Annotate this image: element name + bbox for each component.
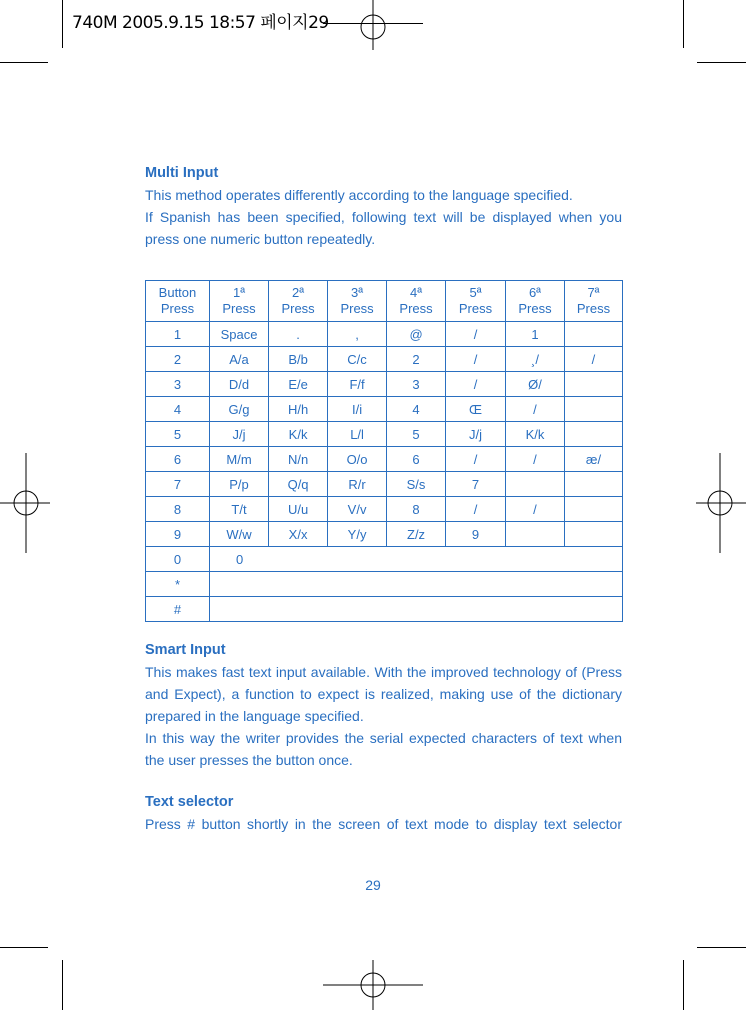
table-row (146, 572, 623, 597)
table-cell: I/i (328, 397, 387, 422)
table-cell (209, 572, 622, 597)
crop-mark (0, 62, 48, 63)
table-cell: Q/q (269, 472, 328, 497)
table-cell: 7 (446, 472, 506, 497)
table-cell: L/l (328, 422, 387, 447)
header-cell (328, 281, 387, 322)
table-cell (564, 422, 622, 447)
registration-mark-icon (323, 960, 423, 1010)
header-line: Press (160, 301, 195, 316)
table-cell: 4 (387, 397, 446, 422)
table-cell: @ (387, 322, 446, 347)
header-cell (209, 281, 268, 322)
header-line: Press (458, 301, 493, 316)
header-cell (564, 281, 622, 322)
table-cell: 9 (146, 522, 210, 547)
table-cell: Œ (446, 397, 506, 422)
table-cell: J/j (446, 422, 506, 447)
header-line: Press (281, 301, 315, 316)
table-cell: 4 (146, 397, 210, 422)
table-row (146, 422, 623, 447)
table-cell (564, 397, 622, 422)
table-cell: M/m (209, 447, 268, 472)
table-cell: 3 (387, 372, 446, 397)
table-cell: D/d (209, 372, 268, 397)
text-selector-section (145, 794, 622, 835)
header-line: 7ª (587, 285, 600, 300)
table-cell: . (269, 322, 328, 347)
table-cell: H/h (269, 397, 328, 422)
table-cell: G/g (209, 397, 268, 422)
table-cell: N/n (269, 447, 328, 472)
table-cell (505, 522, 564, 547)
header-line: 3ª (351, 285, 364, 300)
table-cell: , (328, 322, 387, 347)
table-row (146, 372, 623, 397)
table-cell (564, 372, 622, 397)
table-cell: S/s (387, 472, 446, 497)
header-cell (387, 281, 446, 322)
paragraph: If Spanish has been specified, following text will be displayed when you press one numeric button repeatedly. (145, 209, 622, 247)
table-row (146, 347, 623, 372)
registration-mark-icon (696, 453, 746, 553)
crop-mark (0, 947, 48, 948)
crop-mark (697, 62, 746, 63)
table-cell: K/k (505, 422, 564, 447)
header-line: 2ª (292, 285, 305, 300)
paragraph: In this way the writer provides the serial expected characters of text when the user presses the button once. (145, 730, 622, 768)
table-cell: 6 (387, 447, 446, 472)
table-cell: / (505, 397, 564, 422)
table-cell (209, 597, 622, 622)
section-title: Multi Input (145, 165, 219, 181)
multi-input-table (145, 280, 623, 622)
crop-mark (62, 0, 63, 48)
table-cell: P/p (209, 472, 268, 497)
registration-mark-icon (0, 453, 50, 553)
table-cell: 5 (387, 422, 446, 447)
table-row (146, 397, 623, 422)
table-cell: 9 (446, 522, 506, 547)
table-cell: Z/z (387, 522, 446, 547)
table-header-row (146, 281, 623, 322)
table-cell: ¸/ (505, 347, 564, 372)
table-cell: B/b (269, 347, 328, 372)
header-line: Press (518, 301, 552, 316)
table-cell (564, 522, 622, 547)
header-line: 4ª (410, 285, 423, 300)
header-cell (505, 281, 564, 322)
table-row (146, 522, 623, 547)
section-title: Text selector (145, 794, 234, 810)
table-cell: 2 (146, 347, 210, 372)
table-cell: / (564, 347, 622, 372)
table-row (146, 472, 623, 497)
smart-input-section (145, 642, 622, 771)
header-line: 5ª (469, 285, 482, 300)
table-row (146, 447, 623, 472)
table-cell: Ø/ (505, 372, 564, 397)
table-cell: / (446, 372, 506, 397)
table-cell: 6 (146, 447, 210, 472)
table-row (146, 547, 623, 572)
table-cell: 3 (146, 372, 210, 397)
print-slug: 740M 2005.9.15 18:57 페이지29 (72, 13, 329, 33)
header-line: Button (158, 285, 197, 300)
table-cell (505, 472, 564, 497)
table-cell: X/x (269, 522, 328, 547)
table-cell: V/v (328, 497, 387, 522)
crop-mark (62, 960, 63, 1010)
table-cell: K/k (269, 422, 328, 447)
header-line: 6ª (528, 285, 541, 300)
header-cell (146, 281, 210, 322)
table-cell: 8 (146, 497, 210, 522)
table-cell: 0 (146, 547, 210, 572)
crop-mark (683, 960, 684, 1010)
table-cell: W/w (209, 522, 268, 547)
section-title: Smart Input (145, 642, 226, 658)
table-cell (564, 497, 622, 522)
table-cell: E/e (269, 372, 328, 397)
header-line: Press (399, 301, 433, 316)
table-cell: / (446, 322, 506, 347)
table-cell: 5 (146, 422, 210, 447)
table-cell: U/u (269, 497, 328, 522)
table-cell: Space (209, 322, 268, 347)
table-cell: 0 (209, 547, 622, 572)
table-cell: O/o (328, 447, 387, 472)
registration-mark-icon (348, 0, 398, 50)
table-cell: R/r (328, 472, 387, 497)
header-cell (269, 281, 328, 322)
table-cell: T/t (209, 497, 268, 522)
table-cell: 1 (146, 322, 210, 347)
table-cell: 7 (146, 472, 210, 497)
table-cell: F/f (328, 372, 387, 397)
crop-mark (683, 0, 684, 48)
table-cell: 1 (505, 322, 564, 347)
table-cell: * (146, 572, 210, 597)
header-line: Press (340, 301, 374, 316)
paragraph: Press # button shortly in the screen of text mode to display text selector (145, 816, 622, 832)
table-cell: C/c (328, 347, 387, 372)
header-line: 1ª (232, 285, 246, 300)
crop-mark (697, 947, 746, 948)
table-cell (564, 472, 622, 497)
table-cell: 2 (387, 347, 446, 372)
header-line: Press (222, 301, 256, 316)
page-number: 29 (365, 877, 381, 893)
table-cell: / (446, 447, 506, 472)
table-row (146, 497, 623, 522)
table-cell: Y/y (328, 522, 387, 547)
table-cell: 8 (387, 497, 446, 522)
table-cell (564, 322, 622, 347)
header-line: Press (576, 301, 611, 316)
multi-input-section (145, 165, 622, 250)
table-row (146, 322, 623, 347)
table-row (146, 597, 623, 622)
table-cell: A/a (209, 347, 268, 372)
paragraph: This makes fast text input available. With the improved technology of (Press and Expect), a function to expect is realized, making use of the dictionary prepared in the language specified. (145, 664, 622, 724)
table-cell: J/j (209, 422, 268, 447)
paragraph: This method operates differently according to the language specified. (145, 187, 573, 203)
table-cell: / (446, 497, 506, 522)
table-cell: # (146, 597, 210, 622)
table-cell: / (505, 447, 564, 472)
header-cell (446, 281, 506, 322)
table-cell: æ/ (564, 447, 622, 472)
table-cell: / (505, 497, 564, 522)
table-cell: / (446, 347, 506, 372)
